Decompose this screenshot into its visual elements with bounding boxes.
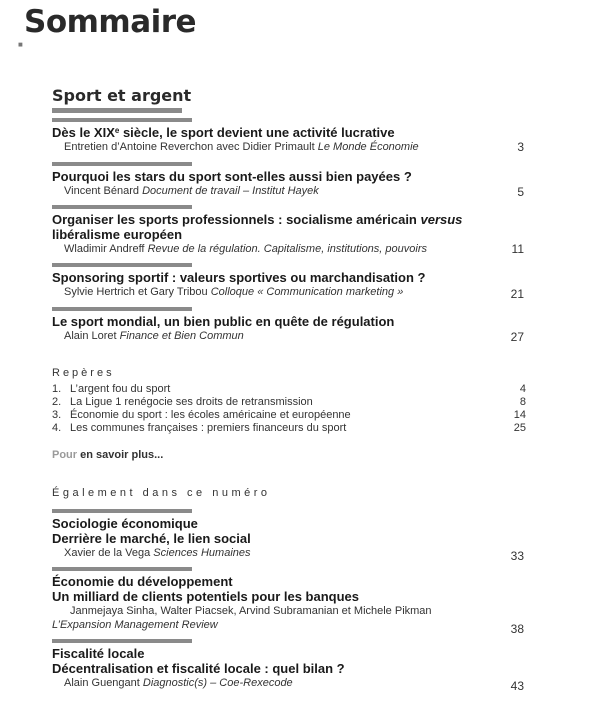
article-title: Décentralisation et fiscalité locale : quel bilan ? xyxy=(52,661,345,676)
article-5[interactable] xyxy=(52,314,532,343)
reperes-page: 14 xyxy=(513,409,526,421)
article-title-line2: libéralisme européen xyxy=(52,227,183,242)
reperes-page: 8 xyxy=(519,396,526,408)
article-divider xyxy=(52,205,192,209)
article-page-number: 43 xyxy=(510,679,524,693)
article-author: Alain Loret Finance et Bien Commun xyxy=(64,330,244,342)
article-divider xyxy=(52,118,192,122)
article-title: Organiser les sports professionnels : socialisme américain versus xyxy=(52,212,463,227)
section-underline xyxy=(52,108,182,113)
reperes-item[interactable]: 2. La Ligue 1 renégocie ses droits de retransmission xyxy=(52,396,313,408)
article-category: Fiscalité locale xyxy=(52,646,145,661)
article-title: Dès le XIXe siècle, le sport devient une activité lucrative xyxy=(52,125,395,140)
article-title: Un milliard de clients potentiels pour les banques xyxy=(52,589,360,604)
article-title: Le sport mondial, un bien public en quête de régulation xyxy=(52,314,395,329)
article-divider xyxy=(52,307,192,311)
article-2[interactable] xyxy=(52,169,532,198)
article-page-number: 21 xyxy=(510,287,524,301)
article-page-number: 27 xyxy=(510,330,524,344)
reperes-page: 25 xyxy=(513,422,526,434)
article-page-number: 11 xyxy=(511,242,524,256)
article-divider xyxy=(52,263,192,267)
article-divider xyxy=(52,567,192,571)
article-category: Sociologie économique xyxy=(52,516,198,531)
article-title: Pourquoi les stars du sport sont-elles aussi bien payées ? xyxy=(52,169,412,184)
article-journal: L’Expansion Management Review xyxy=(52,619,218,631)
article-author: Vincent Bénard Document de travail – Institut Hayek xyxy=(64,185,319,197)
article-author: Wladimir Andreff Revue de la régulation. Capitalisme, institutions, pouvoirs xyxy=(64,243,427,255)
reperes-item[interactable]: 1. L’argent fou du sport xyxy=(52,383,171,395)
also-article-1[interactable] xyxy=(52,516,532,560)
article-page-number: 33 xyxy=(510,549,524,563)
article-author: Sylvie Hertrich et Gary Tribou Colloque « Communication marketing » xyxy=(64,286,404,298)
article-author: Entretien d’Antoine Reverchon avec Didier Primault Le Monde Économie xyxy=(64,141,419,153)
article-divider xyxy=(52,639,192,643)
article-page-number: 5 xyxy=(517,185,524,199)
article-title: Derrière le marché, le lien social xyxy=(52,531,251,546)
further-reading-link[interactable]: Pour en savoir plus... xyxy=(52,449,164,461)
article-page-number: 3 xyxy=(517,140,524,154)
article-3[interactable] xyxy=(52,212,532,256)
article-page-number: 38 xyxy=(510,622,524,636)
article-author: Xavier de la Vega Sciences Humaines xyxy=(64,547,251,559)
article-divider xyxy=(52,509,192,513)
article-4[interactable] xyxy=(52,270,532,299)
page-marker-dot: ■ xyxy=(18,40,23,49)
section-title: Sport et argent xyxy=(52,86,192,105)
page-title: Sommaire xyxy=(24,4,197,40)
reperes-item[interactable]: 4. Les communes françaises : premiers financeurs du sport xyxy=(52,422,347,434)
also-article-2[interactable] xyxy=(52,574,532,632)
article-divider xyxy=(52,162,192,166)
reperes-heading: Repères xyxy=(52,367,115,379)
article-category: Économie du développement xyxy=(52,574,233,589)
also-article-3[interactable] xyxy=(52,646,532,690)
article-1[interactable] xyxy=(52,125,532,154)
also-heading: Également dans ce numéro xyxy=(52,487,271,499)
reperes-item[interactable]: 3. Économie du sport : les écoles américaine et européenne xyxy=(52,409,351,421)
article-title: Sponsoring sportif : valeurs sportives ou marchandisation ? xyxy=(52,270,426,285)
article-author: Alain Guengant Diagnostic(s) – Coe-Rexecode xyxy=(64,677,293,689)
article-author: Janmejaya Sinha, Walter Piacsek, Arvind Subramanian et Michele Pikman xyxy=(70,605,432,617)
reperes-page: 4 xyxy=(519,383,526,395)
